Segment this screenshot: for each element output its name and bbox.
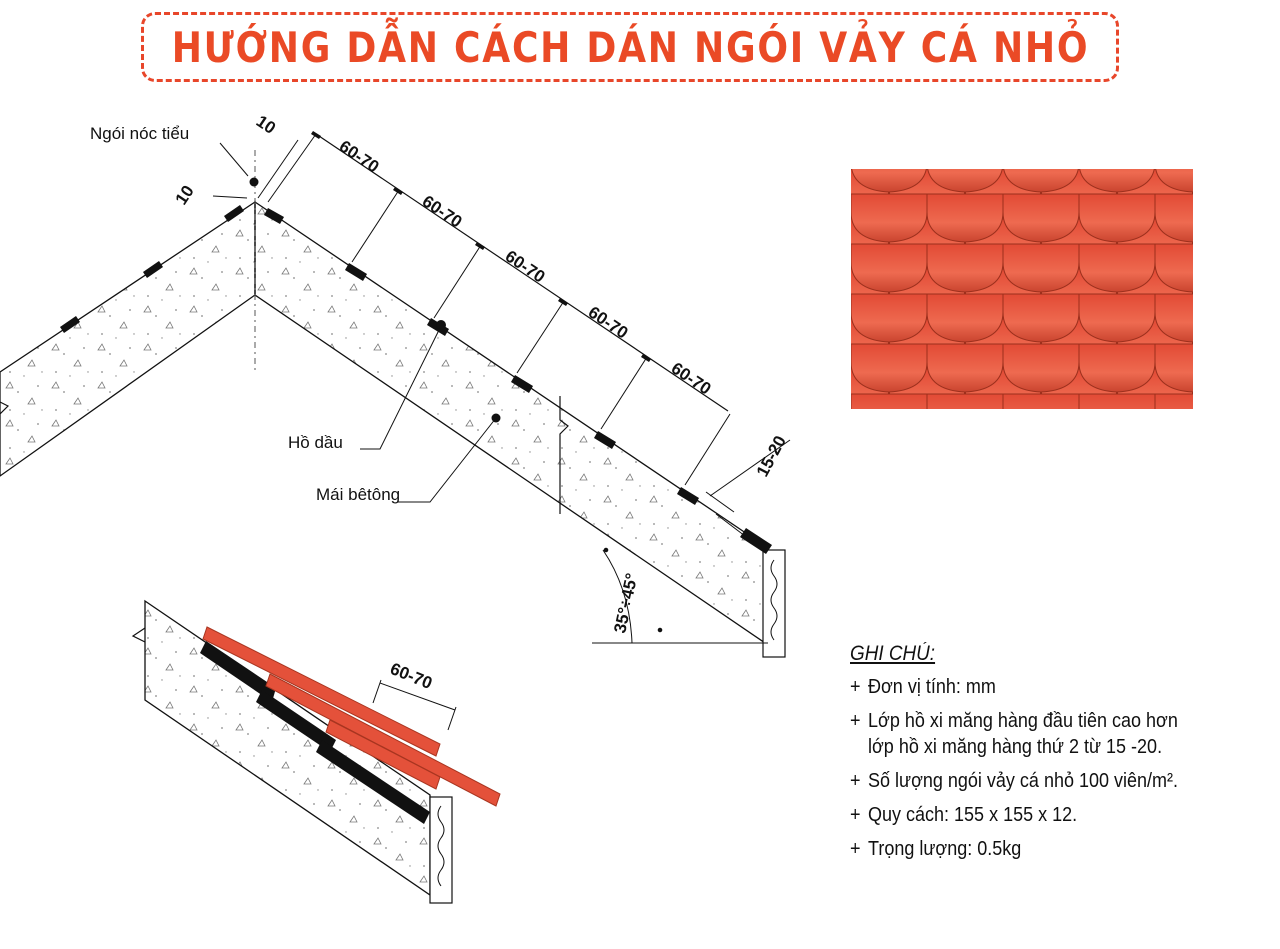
page-title: HƯỚNG DẪN CÁCH DÁN NGÓI VẢY CÁ NHỎ xyxy=(171,22,1089,72)
spacing-1: 60-70 xyxy=(335,136,383,177)
detail-spacing: 60-70 xyxy=(387,659,435,693)
note-item xyxy=(850,836,1233,862)
ridge-offset-a: 10 xyxy=(252,111,280,138)
note-bullet: + xyxy=(850,838,861,860)
ridge-offset-b: 10 xyxy=(171,181,198,209)
spacing-5: 60-70 xyxy=(667,358,715,399)
concrete-roof-label: Mái bêtông xyxy=(316,485,401,504)
note-bullet: + xyxy=(850,804,861,826)
eaves-batten xyxy=(763,550,785,657)
slope-angle-label: 35°÷45° xyxy=(610,571,642,635)
first-row-height: 15-20 xyxy=(752,432,790,480)
left-roof-slab xyxy=(0,202,255,476)
spacing-4: 60-70 xyxy=(584,302,632,343)
note-item xyxy=(850,768,1233,794)
detail-break-mark xyxy=(133,628,145,642)
ridge-tile-label: Ngói nóc tiểu xyxy=(90,124,190,143)
mortar-dot xyxy=(436,320,446,330)
detail-section xyxy=(133,601,500,903)
note-item xyxy=(850,802,1233,828)
spacing-2: 60-70 xyxy=(418,191,466,232)
note-text: Lớp hồ xi măng hàng đầu tiên cao hơn lớp hồ xi măng hàng thứ 2 từ 15 -20. xyxy=(868,710,1178,758)
notes-panel xyxy=(850,642,1233,870)
main-roof-section xyxy=(0,112,790,657)
note-bullet: + xyxy=(850,710,861,732)
note-text: Quy cách: 155 x 155 x 12. xyxy=(868,804,1078,826)
note-item xyxy=(850,708,1233,760)
mortar-label: Hồ dầu xyxy=(288,433,343,452)
detail-batten xyxy=(430,797,452,903)
note-bullet: + xyxy=(850,770,861,792)
spacing-3: 60-70 xyxy=(501,246,549,287)
note-text: Số lượng ngói vảy cá nhỏ 100 viên/m². xyxy=(868,770,1179,792)
note-bullet: + xyxy=(850,676,861,698)
ridge-tile-dot xyxy=(250,178,259,187)
note-text: Đơn vị tính: mm xyxy=(868,676,996,698)
notes-heading: GHI CHÚ: xyxy=(850,642,936,665)
note-item xyxy=(850,674,1233,700)
fish-scale-tile-image xyxy=(851,169,1193,409)
note-text: Trọng lượng: 0.5kg xyxy=(868,838,1022,860)
